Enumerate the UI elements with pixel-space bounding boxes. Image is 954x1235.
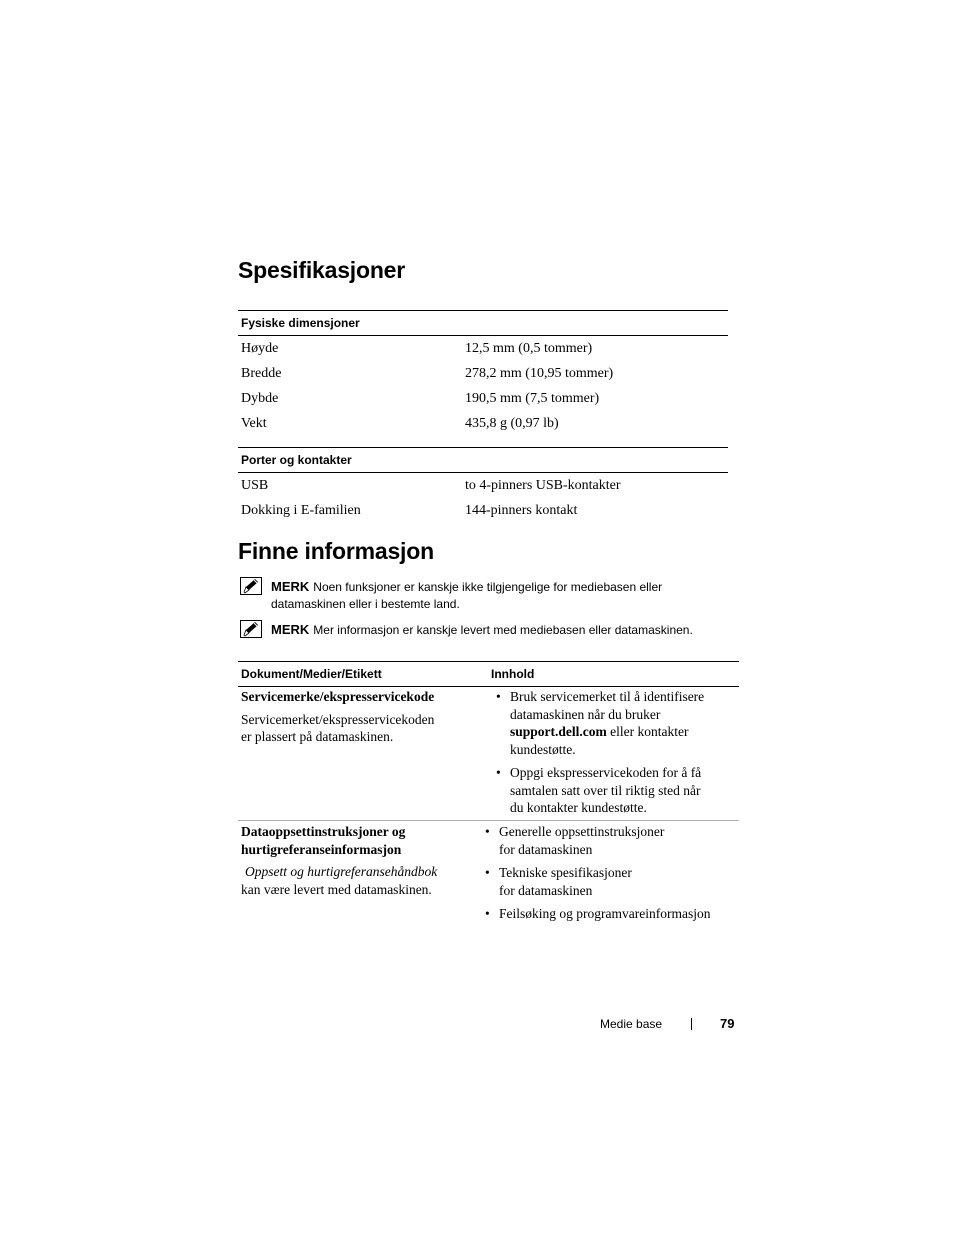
- info-table: [238, 661, 739, 932]
- table-row: [238, 386, 728, 411]
- info-title: Finne informasjon: [238, 538, 434, 564]
- row-description: er plassert på datamaskinen.: [241, 729, 394, 744]
- row-description: Oppsett og hurtigreferansehåndbok: [245, 864, 438, 879]
- table-row: [238, 687, 739, 821]
- list-item: [491, 688, 725, 758]
- spec-title: Spesifikasjoner: [238, 257, 406, 283]
- list-item: [480, 905, 739, 923]
- bullet-text: Generelle oppsettinstruksjoner: [499, 824, 665, 839]
- row-label: Høyde: [241, 341, 279, 356]
- row-value: to 4-pinners USB-kontakter: [465, 478, 621, 493]
- note-label: MERK: [271, 622, 310, 637]
- bullet-text: kundestøtte.: [510, 741, 576, 757]
- list-item: [480, 864, 714, 899]
- list-item: [491, 764, 725, 817]
- row-value: 190,5 mm (7,5 tommer): [465, 391, 600, 406]
- pencil-note-icon: [240, 620, 262, 638]
- note-text: datamaskinen eller i bestemte land.: [271, 597, 460, 611]
- bullet-text: datamaskinen når du bruker: [510, 706, 661, 722]
- bullet-text: Feilsøking og programvareinformasjon: [499, 906, 711, 921]
- table-row: [238, 411, 728, 436]
- row-label: USB: [241, 478, 269, 493]
- table-row: [238, 498, 728, 523]
- table-row: [238, 361, 728, 386]
- info-table-header: [238, 661, 739, 687]
- row-label: Dybde: [241, 391, 279, 406]
- row-title: hurtigreferanseinformasjon: [241, 841, 402, 857]
- table-row: [238, 473, 728, 498]
- row-label: Dokking i E-familien: [241, 503, 361, 518]
- bullet-text: Bruk servicemerket til å identifisere: [510, 689, 705, 704]
- note-2: [240, 621, 730, 639]
- bullet-text: for datamaskinen: [499, 841, 593, 857]
- bullet-text: Oppgi ekspresservicekoden for å få: [510, 765, 702, 780]
- column-header: Dokument/Medier/Etikett: [241, 667, 382, 681]
- note-text: Noen funksjoner er kanskje ikke tilgjengelige for mediebasen eller: [313, 580, 663, 594]
- bullet-text: samtalen satt over til riktig sted når: [510, 782, 701, 798]
- footer-section: Medie base: [600, 1017, 663, 1031]
- page-number: 79: [720, 1016, 735, 1031]
- bullet-text: Tekniske spesifikasjoner: [499, 865, 632, 880]
- pencil-note-icon: [240, 577, 262, 595]
- support-link[interactable]: support.dell.com: [510, 724, 607, 739]
- row-title: Dataoppsettinstruksjoner og: [241, 824, 406, 839]
- row-label: Bredde: [241, 366, 282, 381]
- physical-dimensions-header: Fysiske dimensjoner: [238, 310, 728, 336]
- column-header: Innhold: [491, 667, 535, 681]
- bullet-text: for datamaskinen: [499, 882, 593, 898]
- row-description: Servicemerket/ekspresservicekoden: [241, 711, 435, 727]
- note-1: [240, 578, 730, 613]
- row-description: kan være levert med datamaskinen.: [241, 881, 432, 897]
- row-title: Servicemerke/ekspresservicekode: [241, 689, 435, 704]
- row-value: 278,2 mm (10,95 tommer): [465, 366, 614, 381]
- row-label: Vekt: [241, 416, 267, 431]
- bullet-text: du kontakter kundestøtte.: [510, 800, 647, 815]
- row-value: 12,5 mm (0,5 tommer): [465, 341, 593, 356]
- table-row: [238, 336, 728, 361]
- row-value: 144-pinners kontakt: [465, 503, 578, 518]
- list-item: [480, 823, 714, 858]
- physical-dimensions-table: [238, 310, 728, 436]
- footer-divider: [691, 1018, 692, 1030]
- note-text: Mer informasjon er kanskje levert med mediebasen eller datamaskinen.: [313, 623, 693, 637]
- row-value: 435,8 g (0,97 lb): [465, 416, 559, 431]
- bullet-text: eller kontakter: [606, 724, 689, 739]
- ports-table: [238, 447, 728, 523]
- ports-header: Porter og kontakter: [238, 447, 728, 473]
- table-row: [238, 821, 739, 932]
- note-label: MERK: [271, 579, 310, 594]
